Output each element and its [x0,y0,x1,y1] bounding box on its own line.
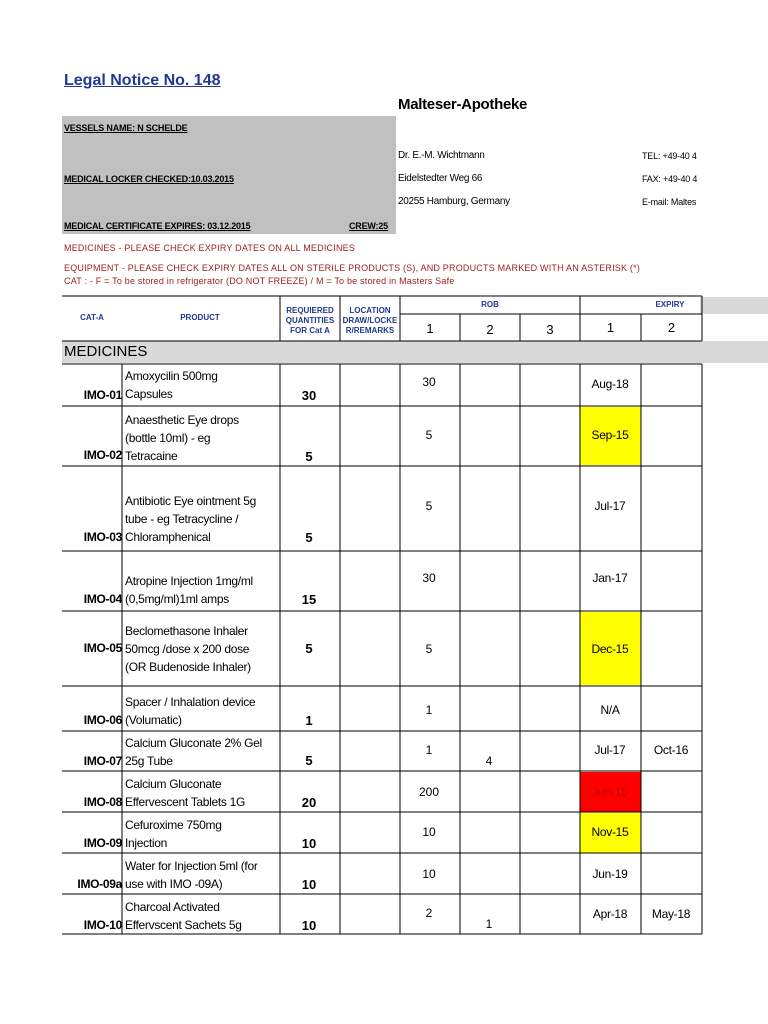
page-title: Legal Notice No. 148 [64,72,221,89]
product-name: Calcium Gluconate 2% Gel 25g Tube [125,736,262,768]
required-qty: 5 [305,530,313,545]
col-header-qty-l3: FOR Cat A [290,326,330,335]
expiry-date-1: N/A [600,703,620,717]
item-code: IMO-06 [83,713,122,727]
street-address: Eidelstedter Weg 66 [398,173,483,184]
item-code: IMO-07 [83,754,122,768]
certificate-expiry: MEDICAL CERTIFICATE EXPIRES: 03.12.2015 [64,221,251,231]
expiry-sub-2: 2 [667,320,676,335]
product-name: Spacer / Inhalation device (Volumatic) [125,695,256,727]
expiry-date-1: Jan-17 [592,571,628,585]
item-code: IMO-04 [83,592,122,606]
doctor-name: Dr. E.-M. Wichtmann [398,150,485,161]
expiry-date-2: May-18 [651,907,691,921]
product-name: Calcium Gluconate Effervescent Tablets 1G [125,777,246,809]
telephone: TEL: +49-40 4 [642,151,697,161]
rob-value-1: 200 [418,785,440,799]
rob-value-2: 1 [485,917,493,931]
col-header-cat: CAT-A [80,313,104,322]
product-name: Charcoal Activated Effervscent Sachets 5g [125,900,242,932]
expiry-date-1: Jun-15 [592,785,628,799]
product-name: Amoxycilin 500mg Capsules [125,369,218,401]
item-code: IMO-08 [83,795,122,809]
expiry-date-1: Nov-15 [591,825,629,839]
item-code: IMO-10 [83,918,122,932]
rob-value-1: 5 [425,499,433,513]
crew-count: CREW:25 [349,221,388,231]
expiry-date-1: Jun-19 [592,867,628,881]
col-header-loc-l2: DRAW/LOCKE [342,316,398,325]
required-qty: 1 [305,713,313,728]
rob-value-1: 5 [425,428,433,442]
col-header-qty-l1: REQUIERED [286,306,334,315]
item-code: IMO-03 [83,530,122,544]
storage-notice: CAT : - F = To be stored in refrigerator (DO NOT FREEZE) / M = To be stored in Masters Safe [64,276,455,286]
vessel-name: VESSELS NAME: N SCHELDE [64,123,188,133]
product-name: Anaesthetic Eye drops (bottle 10ml) - eg Tetracaine [125,413,239,463]
rob-value-1: 2 [425,906,433,920]
product-name: Atropine Injection 1mg/ml (0,5mg/ml)1ml amps [125,574,253,606]
expiry-date-1: Jul-17 [594,743,626,757]
item-code: IMO-09a [77,877,122,891]
item-code: IMO-05 [83,641,122,655]
item-code: IMO-02 [83,448,122,462]
section-label: MEDICINES [64,343,148,360]
rob-value-1: 30 [422,571,436,585]
locker-checked: MEDICAL LOCKER CHECKED:10.03.2015 [64,174,234,184]
expiry-date-1: Apr-18 [592,907,628,921]
email: E-mail: Maltes [642,197,697,207]
product-name: Antibiotic Eye ointment 5g tube - eg Tetracycline / Chloramphenical [125,494,256,544]
expiry-date-1: Dec-15 [591,642,629,656]
rob-value-1: 5 [425,642,433,656]
col-header-loc-l3: R/REMARKS [345,326,395,335]
rob-value-1: 1 [425,743,433,757]
rob-sub-3: 3 [546,322,554,337]
rob-value-2: 4 [485,754,493,768]
rob-value-1: 1 [425,703,433,717]
medicines-notice: MEDICINES - PLEASE CHECK EXPIRY DATES ON ALL MEDICINES [64,243,356,253]
required-qty: 15 [301,592,317,607]
required-qty: 30 [301,388,317,403]
expiry-date-1: Aug-18 [591,377,629,391]
equipment-notice: EQUIPMENT - PLEASE CHECK EXPIRY DATES ALL ON STERILE PRODUCTS (S), AND PRODUCTS MARKED WITH AN ASTERISK (*) [64,263,641,273]
item-code: IMO-01 [83,388,122,402]
pharmacy-name: Malteser-Apotheke [398,96,528,113]
expiry-sub-1: 1 [606,320,615,335]
col-header-location [340,306,400,336]
rob-value-1: 10 [422,867,436,881]
product-name: Water for Injection 5ml (for use with IMO -09A) [125,859,258,891]
col-header-product: PRODUCT [180,313,220,322]
required-qty: 10 [301,877,317,892]
col-header-qty [280,306,340,336]
product-name: Beclomethasone Inhaler 50mcg /dose x 200 dose (OR Budenoside Inhaler) [125,624,251,674]
col-header-qty-l2: QUANTITIES [285,316,335,325]
expiry-date-1: Sep-15 [591,428,629,442]
required-qty: 5 [305,449,313,464]
col-header-rob: ROB [481,300,499,309]
expiry-date-1: Jul-17 [594,499,626,513]
required-qty: 20 [301,795,317,810]
city-address: 20255 Hamburg, Germany [398,196,510,207]
required-qty: 10 [301,918,317,933]
item-code: IMO-09 [83,836,122,850]
required-qty: 10 [301,836,317,851]
rob-value-1: 10 [422,825,436,839]
rob-sub-2: 2 [486,322,494,337]
col-header-expiry: EXPIRY [655,300,685,309]
product-name: Cefuroxime 750mg Injection [125,818,222,850]
expiry-date-2: Oct-16 [653,743,689,757]
rob-sub-1: 1 [426,321,434,336]
fax: FAX: +49-40 4 [642,174,698,184]
required-qty: 5 [305,753,313,768]
rob-value-1: 30 [422,375,436,389]
col-header-loc-l1: LOCATION [349,306,391,315]
required-qty: 5 [305,641,313,656]
